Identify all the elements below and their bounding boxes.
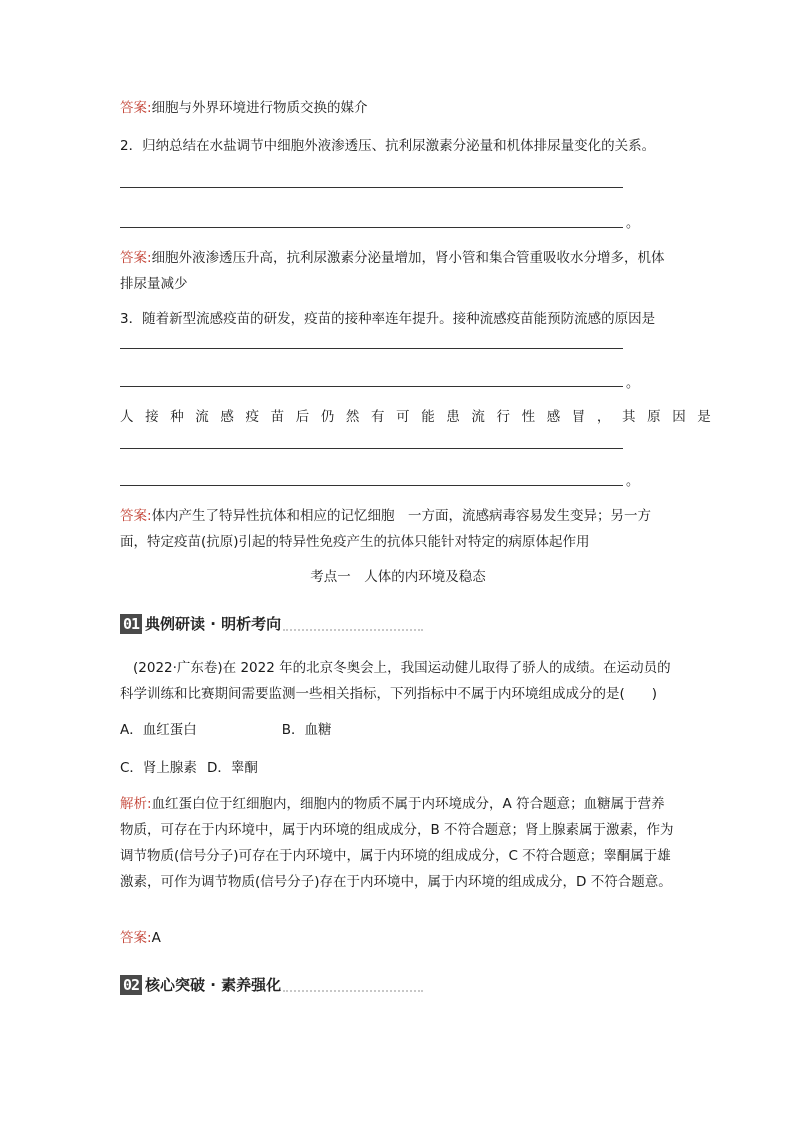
q3-answer-text: 体内产生了特异性抗体和相应的记忆细胞 一方面，流感病毒容易发生变异；另一方面，特定疫苗(抗原)引起的特异性免疫产生的抗体只能针对特定的病原体起作用 [120, 508, 652, 550]
section-header-1 [120, 612, 423, 634]
q2-answer [120, 245, 676, 297]
example-answer-text: A [151, 930, 161, 946]
q2-question: 2．归纳总结在水盐调节中细胞外液渗透压、抗利尿激素分泌量和机体排尿量变化的关系。 [120, 138, 656, 154]
analysis-text: 血红蛋白位于红细胞内，细胞内的物质不属于内环境成分，A 符合题意；血糖属于营养物质，可存在于内环境中，属于内环境的组成成分，B 不符合题意；肾上腺素属于激素，作为调节物质(信号分子)可存在于内环境中，属于内环境的组成成分，C 不符合题意；睾酮属于雄激素，可作为调节物质(信号分子)存在于内环境中，属于内环境的组成成分，D 不符合题意。 [120, 796, 674, 890]
example-stem: (2022·广东卷)在 2022 年的北京冬奥会上，我国运动健儿取得了骄人的成绩。在运动员的科学训练和比赛期间需要监测一些相关指标，下列指标中不属于内环境组成成分的是( ) [120, 660, 671, 702]
q2-end-mark: 。 [626, 216, 640, 231]
q3-end-mark: 。 [626, 376, 640, 391]
answer-line [120, 485, 623, 486]
dotted-rule [283, 629, 423, 631]
options-row-2 [120, 755, 676, 781]
dotted-rule [283, 990, 423, 992]
option-b: B．血糖 [281, 722, 332, 738]
section-number-badge: 01 [120, 614, 142, 634]
answer-line [120, 187, 623, 188]
answer-line [120, 448, 623, 449]
section-title: 典例研读 · 明析考向 [145, 615, 282, 633]
q3-end-mark-b: 。 [626, 474, 640, 489]
answer-line [120, 348, 623, 349]
section-number-badge: 02 [120, 975, 142, 995]
answer-line [120, 227, 623, 228]
answer-line [120, 386, 623, 387]
answer-label: 答案: [120, 250, 152, 266]
q3-answer [120, 503, 676, 555]
example-analysis [120, 791, 676, 895]
section-title: 核心突破 · 素养强化 [145, 976, 282, 994]
q1-answer-text: 细胞与外界环境进行物质交换的媒介 [151, 100, 368, 116]
option-d: D．睾酮 [206, 760, 258, 776]
topic-heading: 考点一 人体的内环境及稳态 [310, 569, 486, 585]
q3-question: 3．随着新型流感疫苗的研发，疫苗的接种率连年提升。接种流感疫苗能预防流感的原因是 [120, 311, 656, 327]
example-answer [120, 925, 676, 951]
q1-answer [120, 95, 676, 121]
analysis-label: 解析: [120, 796, 152, 812]
answer-label: 答案: [120, 100, 152, 116]
options-row-1 [120, 717, 676, 743]
option-a: A．血红蛋白 [120, 722, 197, 738]
answer-label: 答案: [120, 930, 152, 946]
q3-question-b: 人接种流感疫苗后仍然有可能患流行性感冒，其原因是 [120, 409, 723, 425]
option-c: C．肾上腺素 [120, 760, 197, 776]
answer-label: 答案: [120, 508, 152, 524]
q2-answer-text: 细胞外液渗透压升高，抗利尿激素分泌量增加，肾小管和集合管重吸收水分增多，机体排尿量减少 [120, 250, 665, 292]
section-header-2 [120, 973, 423, 995]
